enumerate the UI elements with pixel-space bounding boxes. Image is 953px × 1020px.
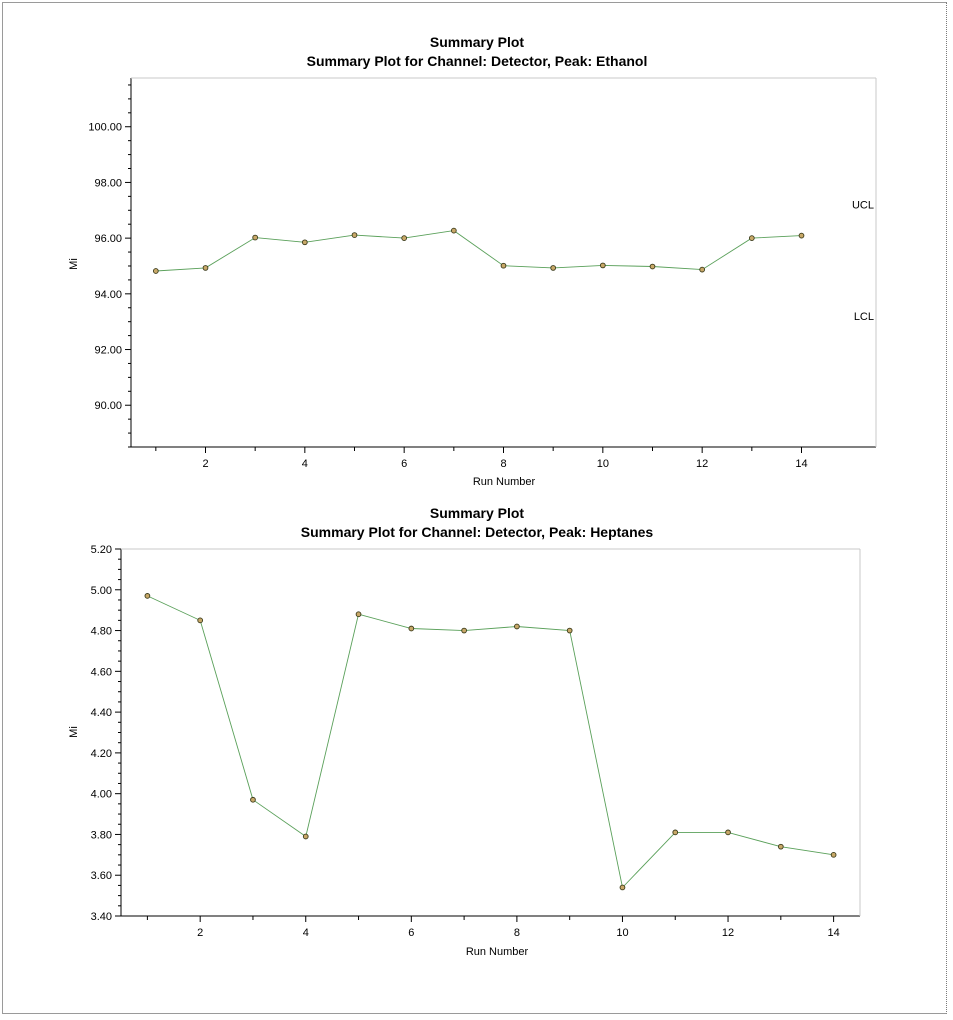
data-point <box>551 266 556 271</box>
data-point <box>198 618 203 623</box>
marks <box>153 228 803 273</box>
y-tick-label: 100.00 <box>88 121 122 134</box>
data-point <box>462 628 467 633</box>
y-tick-label: 94.00 <box>94 288 122 301</box>
x-axis-label: Run Number <box>465 946 529 958</box>
chart-title: Summary Plot <box>429 505 525 521</box>
annotations <box>852 200 874 323</box>
chart-subtitle: Summary Plot for Channel: Detector, Peak: Ethanol <box>306 53 648 69</box>
y-tick-label: 4.60 <box>90 666 112 679</box>
y-tick-label: 4.00 <box>90 788 112 801</box>
x-tick-label: 14 <box>827 927 840 939</box>
data-point <box>302 240 307 245</box>
x-tick-label: 2 <box>197 927 204 939</box>
data-point <box>650 264 655 269</box>
data-point <box>145 593 150 598</box>
y-tick-label: 5.00 <box>90 584 112 597</box>
x-tick-label: 6 <box>401 458 408 470</box>
chart-heptanes <box>68 505 860 958</box>
data-point <box>673 830 678 835</box>
y-axis-label: Mi <box>68 258 80 270</box>
data-point <box>726 830 731 835</box>
limit-label-ucl: UCL <box>851 199 874 212</box>
y-tick-label: 5.20 <box>90 544 112 556</box>
x-tick-label: 4 <box>302 927 309 939</box>
y-tick-label: 92.00 <box>94 344 122 357</box>
data-point <box>451 228 456 233</box>
y-tick-label: 3.40 <box>90 911 112 923</box>
y-tick-label: 90.00 <box>94 400 122 413</box>
data-point <box>203 266 208 271</box>
x-tick-label: 2 <box>202 458 209 470</box>
data-point <box>253 235 258 240</box>
data-point <box>153 269 158 274</box>
x-tick-label: 6 <box>408 927 415 939</box>
chart-subtitle: Summary Plot for Channel: Detector, Peak: Heptanes <box>300 524 654 540</box>
y-tick-label: 4.40 <box>90 707 112 720</box>
data-point <box>514 624 519 629</box>
data-point <box>778 844 783 849</box>
x-tick-label: 14 <box>795 458 808 470</box>
data-point <box>356 612 361 617</box>
x-axis-label: Run Number <box>472 476 536 488</box>
data-point <box>567 628 572 633</box>
ticks <box>88 85 807 470</box>
chart-title: Summary Plot <box>429 34 525 50</box>
x-tick-label: 12 <box>696 458 709 470</box>
data-point <box>501 263 506 268</box>
y-tick-label: 96.00 <box>94 233 122 246</box>
data-point <box>831 852 836 857</box>
x-tick-label: 8 <box>500 458 507 470</box>
y-tick-label: 3.80 <box>90 829 112 842</box>
limit-label-lcl: LCL <box>853 311 874 324</box>
x-tick-label: 10 <box>616 927 629 939</box>
x-tick-label: 12 <box>721 927 735 939</box>
y-tick-label: 98.00 <box>94 177 122 190</box>
data-point <box>700 267 705 272</box>
chart-ethanol <box>68 34 876 488</box>
data-point <box>303 834 308 839</box>
data-point <box>251 797 256 802</box>
data-point <box>402 236 407 241</box>
x-tick-label: 10 <box>596 458 609 470</box>
data-point <box>799 233 804 238</box>
data-point <box>620 885 625 890</box>
marks <box>145 593 836 889</box>
ticks <box>91 544 840 939</box>
x-tick-label: 4 <box>301 458 308 470</box>
y-tick-label: 4.20 <box>90 747 112 760</box>
data-point <box>600 263 605 268</box>
data-point <box>749 236 754 241</box>
x-tick-label: 8 <box>513 927 520 939</box>
y-tick-label: 3.60 <box>90 870 112 883</box>
data-point <box>352 233 357 238</box>
y-axis-label: Mi <box>68 726 80 738</box>
series-line <box>147 596 833 888</box>
y-tick-label: 4.80 <box>90 625 112 638</box>
data-point <box>409 626 414 631</box>
